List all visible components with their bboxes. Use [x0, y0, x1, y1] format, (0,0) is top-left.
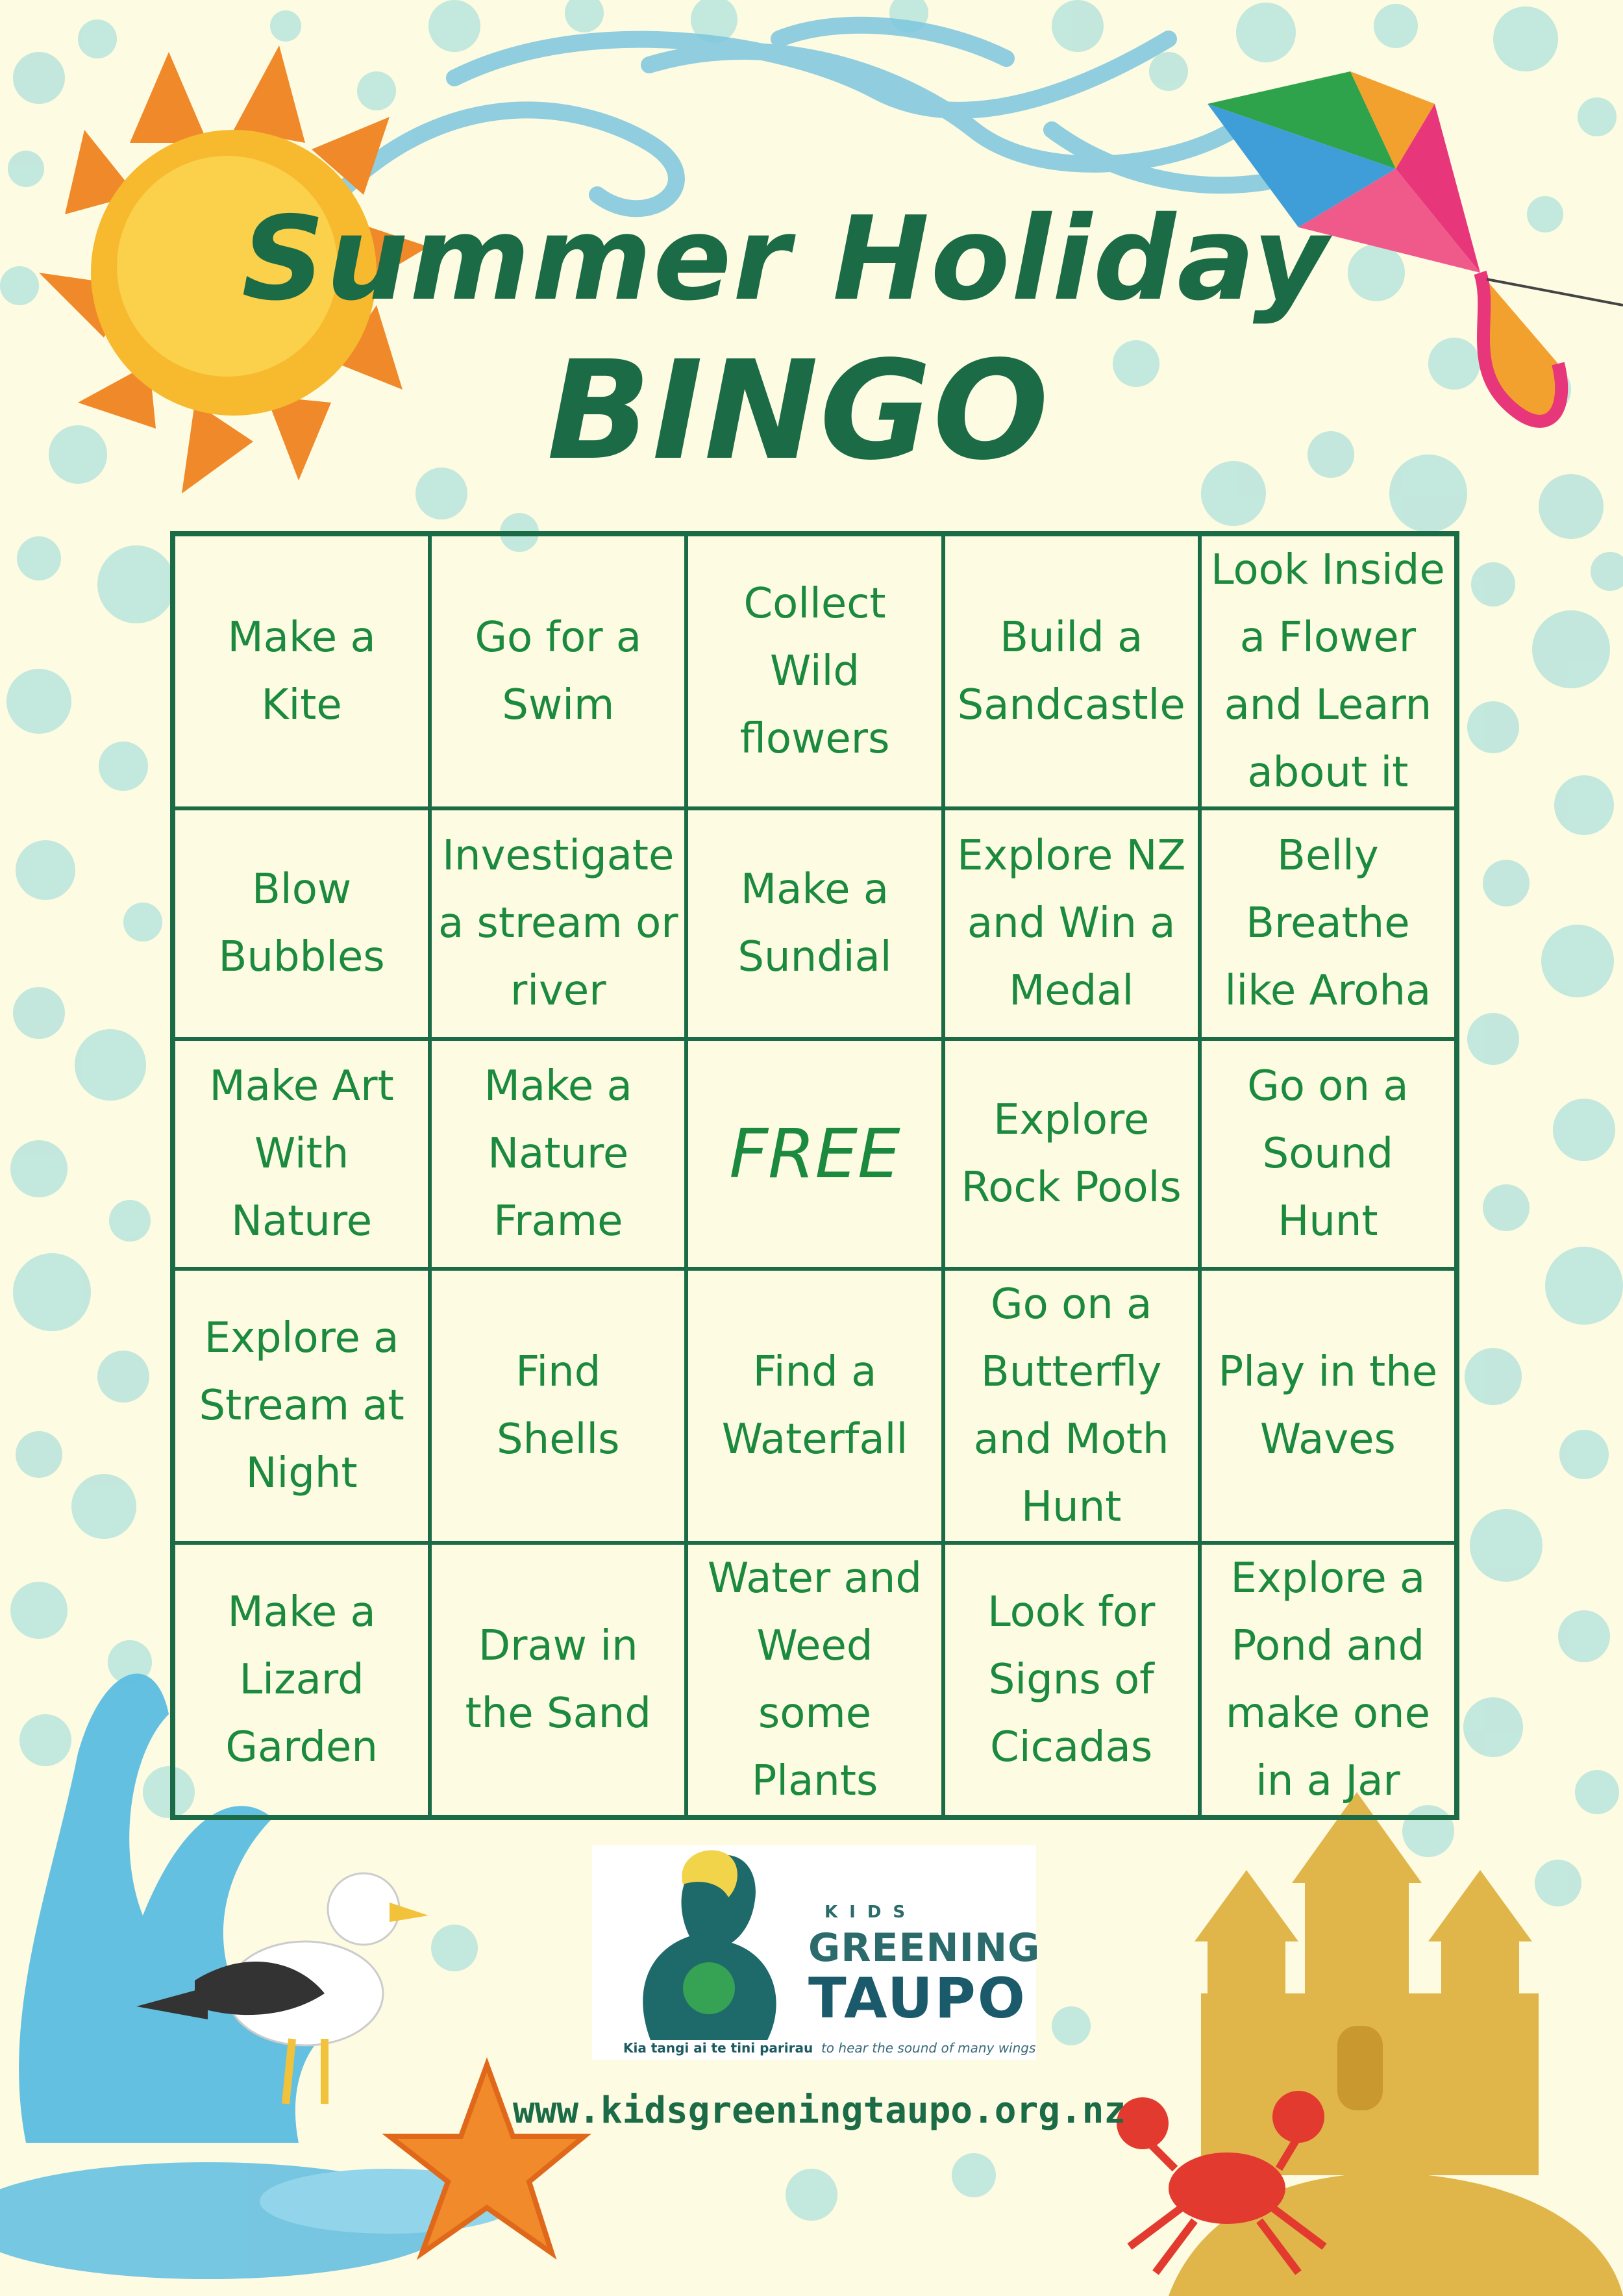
page-title: Summer Holiday [242, 192, 1330, 326]
bubble-shape [1483, 860, 1530, 906]
bubble-shape [99, 742, 148, 791]
bingo-cell[interactable]: Investigate a stream or river [430, 808, 686, 1039]
bingo-cell[interactable]: Find Shells [430, 1269, 686, 1543]
bubble-shape [1470, 1509, 1542, 1582]
bubble-shape [1467, 701, 1519, 753]
bingo-cell[interactable]: Look Inside a Flower and Learn about it [1200, 534, 1456, 808]
bingo-cell[interactable]: Explore Rock Pools [943, 1039, 1200, 1269]
bubble-shape [565, 0, 604, 32]
bubble-shape [109, 1200, 151, 1242]
water-swirl-illustration [338, 25, 1266, 209]
logo-tagline-english: to hear the sound of many wings [821, 2040, 1036, 2056]
bubble-shape [19, 1714, 71, 1766]
bubble-shape [1236, 3, 1296, 62]
bubble-shape [75, 1029, 146, 1101]
bubble-shape [786, 2169, 837, 2221]
bubble-shape [952, 2153, 996, 2197]
bingo-cell[interactable]: Collect Wild flowers [686, 534, 943, 808]
bubble-shape [97, 1351, 149, 1403]
bubble-shape [428, 0, 480, 52]
bubble-shape [1558, 1610, 1610, 1662]
bingo-cell[interactable]: FREE [686, 1039, 943, 1269]
logo-greening: GREENING [808, 1925, 1041, 1971]
bubble-shape [10, 1582, 68, 1639]
bingo-cell[interactable]: Make Art With Nature [173, 1039, 430, 1269]
bubble-shape [1545, 1247, 1623, 1325]
bingo-cell[interactable]: Make a Kite [173, 534, 430, 808]
bubble-shape [8, 151, 44, 187]
bubble-shape [1467, 1013, 1519, 1065]
bingo-cell[interactable]: Go on a Butterfly and Moth Hunt [943, 1269, 1200, 1543]
bubble-shape [71, 1474, 136, 1539]
bubble-shape [357, 71, 396, 110]
bubble-shape [13, 52, 65, 104]
bubble-shape [1575, 1770, 1619, 1814]
bubble-shape [13, 1253, 91, 1331]
bingo-cell[interactable]: Find a Waterfall [686, 1269, 943, 1543]
bubble-shape [1483, 1184, 1530, 1231]
bubble-shape [1535, 1860, 1581, 1906]
bubble-shape [1578, 97, 1617, 136]
bingo-cell[interactable]: Make a Lizard Garden [173, 1543, 430, 1817]
bubble-shape [1465, 1348, 1522, 1405]
bubble-shape [16, 840, 75, 900]
logo-tagline-maori: Kia tangi ai te tini parirau [623, 2040, 813, 2056]
bubble-shape [1591, 552, 1623, 591]
bingo-cell[interactable]: Explore a Pond and make one in a Jar [1200, 1543, 1456, 1817]
logo-kids: KIDS [824, 1903, 917, 1922]
bingo-cell[interactable]: Make a Nature Frame [430, 1039, 686, 1269]
bubble-shape [1541, 925, 1614, 997]
bubble-shape [1553, 1099, 1615, 1161]
bubble-shape [6, 669, 71, 734]
bingo-cell[interactable]: Explore a Stream at Night [173, 1269, 430, 1543]
logo-tagline [623, 2040, 1035, 2056]
bubble-shape [1471, 562, 1515, 606]
bubble-shape [97, 545, 175, 623]
bingo-cell[interactable]: Belly Breathe like Aroha [1200, 808, 1456, 1039]
bubble-shape [270, 10, 301, 42]
bubble-shape [1052, 2006, 1091, 2045]
bingo-cell[interactable]: Play in the Waves [1200, 1269, 1456, 1543]
bingo-grid [170, 531, 1459, 1820]
bubble-shape [1532, 610, 1610, 688]
bubble-shape [16, 1431, 62, 1478]
page-subtitle: BINGO [547, 331, 1050, 490]
bubble-shape [1559, 1430, 1609, 1479]
bingo-cell[interactable]: Blow Bubbles [173, 808, 430, 1039]
bingo-cell[interactable]: Water and Weed some Plants [686, 1543, 943, 1817]
bingo-cell[interactable]: Explore NZ and Win a Medal [943, 808, 1200, 1039]
bubble-shape [1149, 52, 1188, 91]
website-link[interactable]: www.kidsgreeningtaupo.org.nz [513, 2090, 1126, 2132]
logo-taupo: TAUPO [808, 1966, 1027, 2031]
bingo-cell[interactable]: Build a Sandcastle [943, 534, 1200, 808]
bingo-cell[interactable]: Look for Signs of Cicadas [943, 1543, 1200, 1817]
bubble-shape [78, 19, 117, 58]
bingo-cell[interactable]: Make a Sundial [686, 808, 943, 1039]
bubble-shape [1554, 775, 1614, 835]
bubble-shape [123, 903, 162, 942]
bingo-cell[interactable]: Go on a Sound Hunt [1200, 1039, 1456, 1269]
bubble-shape [17, 536, 61, 580]
bubble-shape [1493, 6, 1558, 71]
bubble-shape [431, 1925, 478, 1971]
bubble-shape [10, 1140, 68, 1197]
bubble-shape [1374, 4, 1418, 48]
bubble-shape [13, 987, 65, 1039]
bubble-shape [1463, 1697, 1523, 1757]
bingo-cell[interactable]: Go for a Swim [430, 534, 686, 808]
bingo-cell[interactable]: Draw in the Sand [430, 1543, 686, 1817]
bubble-shape [1052, 0, 1104, 52]
